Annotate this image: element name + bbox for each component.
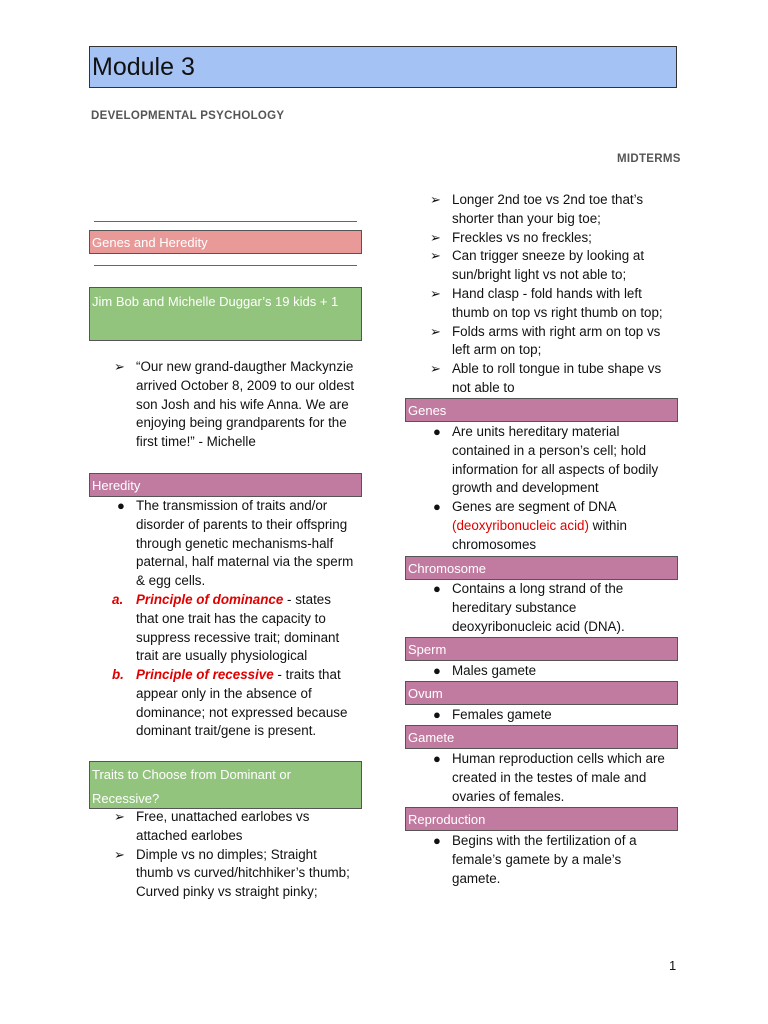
traits-cont-line: Able to roll tongue in tube shape vs: [452, 361, 662, 377]
traits-cont-arrow-icon: ➢: [430, 229, 441, 245]
genes-line: growth and development: [452, 480, 599, 496]
principle-a-term: Principle of dominance: [136, 592, 284, 607]
traits-cont-line: sun/bright light vs not able to;: [452, 267, 627, 283]
traits-cont-line: Folds arms with right arm on top vs: [452, 323, 661, 339]
principle-a-rest: - states: [283, 592, 331, 607]
gamete-line: ovaries of females.: [452, 788, 565, 804]
module-title: Module 3: [92, 53, 195, 81]
genes-bullet-icon: ●: [433, 424, 441, 439]
genes-within: within: [588, 518, 627, 533]
genes-line: Are units hereditary material: [452, 424, 620, 439]
traits-cont-line: Freckles vs no freckles;: [452, 229, 592, 245]
section-heredity: Heredity: [89, 473, 362, 497]
principle-b-line: [136, 666, 341, 685]
reproduction-line: Begins with the fertilization of a: [452, 833, 637, 848]
traits-cont-line: Hand clasp - fold hands with left: [452, 286, 642, 301]
sperm-text: Males gamete: [452, 663, 537, 678]
chromosome-line: Contains a long strand of the: [452, 581, 624, 596]
section-reproduction: Reproduction: [405, 807, 678, 831]
heredity-line: The transmission of traits and/or: [136, 498, 328, 513]
traits-cont-line: Longer 2nd toe vs 2nd toe that’s: [452, 192, 644, 207]
traits-cont-line: shorter than your big toe;: [452, 210, 601, 226]
chromosome-bullet-icon: ●: [433, 581, 441, 596]
heredity-line: & egg cells.: [136, 573, 206, 589]
quote-line: “Our new grand-daugther Mackynzie: [136, 359, 354, 374]
genes-line: Genes are segment of DNA: [452, 499, 617, 515]
section-gamete: Gamete: [405, 725, 678, 749]
genes-line: contained in a person’s cell; hold: [452, 442, 647, 458]
genes-line: chromosomes: [452, 536, 537, 552]
chromosome-line: deoxyribonucleic acid (DNA).: [452, 618, 625, 634]
quote-line: arrived October 8, 2009 to our oldest: [136, 377, 355, 393]
reproduction-line: gamete.: [452, 870, 501, 886]
traits-line: attached earlobes: [136, 827, 243, 843]
traits-line: Dimple vs no dimples; Straight: [136, 846, 317, 862]
traits-line: Free, unattached earlobes vs: [136, 809, 310, 824]
traits-cont-arrow-icon: ➢: [430, 323, 441, 339]
gamete-bullet-icon: ●: [433, 751, 441, 766]
principle-a-line: [136, 591, 331, 610]
principle-b-rest: - traits that: [273, 667, 341, 682]
traits-cont-arrow-icon: ➢: [430, 361, 441, 377]
traits-line: Curved pinky vs straight pinky;: [136, 884, 318, 900]
reproduction-bullet-icon: ●: [433, 833, 441, 848]
genes-red-term: (deoxyribonucleic acid): [452, 518, 589, 533]
divider-bottom: [94, 265, 357, 266]
traits-title-line1: Traits to Choose from Dominant or: [92, 767, 291, 782]
section-chromosome: Chromosome: [405, 556, 678, 580]
heredity-line: through genetic mechanisms-half: [136, 535, 334, 551]
principle-a-line: that one trait has the capacity to: [136, 610, 326, 626]
section-genes-heredity: Genes and Heredity: [89, 230, 362, 254]
traits-cont-arrow-icon: ➢: [430, 248, 441, 264]
principle-b-marker: b.: [112, 667, 124, 682]
heredity-line: paternal, half maternal via the sperm: [136, 554, 354, 570]
genes-line: information for all aspects of bodily: [452, 461, 659, 477]
heredity-bullet-icon: ●: [117, 498, 125, 513]
heredity-line: disorder of parents to their offspring: [136, 516, 348, 532]
section-ovum: Ovum: [405, 681, 678, 705]
quote-line: son Josh and his wife Anna. We are: [136, 396, 349, 412]
traits-cont-line: Can trigger sneeze by looking at: [452, 248, 645, 264]
principle-b-term: Principle of recessive: [136, 667, 274, 682]
gamete-line: Human reproduction cells which are: [452, 751, 665, 766]
traits-arrow-icon: ➢: [114, 846, 125, 862]
traits-cont-line: not able to: [452, 380, 515, 395]
sperm-bullet-icon: ●: [433, 663, 441, 678]
principle-a-line: trait are usually physiological: [136, 648, 308, 664]
traits-line: thumb vs curved/hitchhiker’s thumb;: [136, 865, 350, 881]
reproduction-line: female’s gamete by a male’s: [452, 851, 622, 867]
section-genes: Genes: [405, 398, 678, 422]
chromosome-line: hereditary substance: [452, 599, 577, 615]
principle-a-line: suppress recessive trait; dominant: [136, 629, 340, 645]
section-traits: [89, 761, 362, 809]
ovum-bullet-icon: ●: [433, 707, 441, 722]
section-sperm: Sperm: [405, 637, 678, 661]
quote-arrow-icon: ➢: [114, 359, 125, 374]
section-duggar: Jim Bob and Michelle Duggar’s 19 kids + 1: [89, 287, 362, 341]
page-number: 1: [669, 958, 677, 973]
principle-a-marker: a.: [112, 592, 124, 607]
quote-line: first time!” - Michelle: [136, 434, 256, 450]
principle-b-line: dominance; not expressed because: [136, 704, 348, 720]
traits-cont-arrow-icon: ➢: [430, 192, 441, 207]
traits-arrow-icon: ➢: [114, 809, 125, 824]
traits-title-line2: Recessive?: [92, 791, 160, 806]
traits-cont-arrow-icon: ➢: [430, 286, 441, 301]
gamete-line: created in the testes of male and: [452, 769, 647, 785]
subject-label: DEVELOPMENTAL PSYCHOLOGY: [91, 110, 285, 122]
principle-b-line: dominant trait/gene is present.: [136, 723, 317, 739]
ovum-text: Females gamete: [452, 707, 552, 722]
traits-cont-line: left arm on top;: [452, 342, 542, 358]
quote-line: enjoying being grandparents for the: [136, 415, 347, 431]
term-label: MIDTERMS: [617, 153, 681, 165]
divider-top: [94, 221, 357, 222]
principle-b-line: appear only in the absence of: [136, 685, 312, 701]
traits-cont-line: thumb on top vs right thumb on top;: [452, 304, 663, 320]
genes-line: [452, 517, 627, 536]
genes-bullet-icon: ●: [433, 499, 441, 515]
module-title-bar: [89, 46, 677, 88]
